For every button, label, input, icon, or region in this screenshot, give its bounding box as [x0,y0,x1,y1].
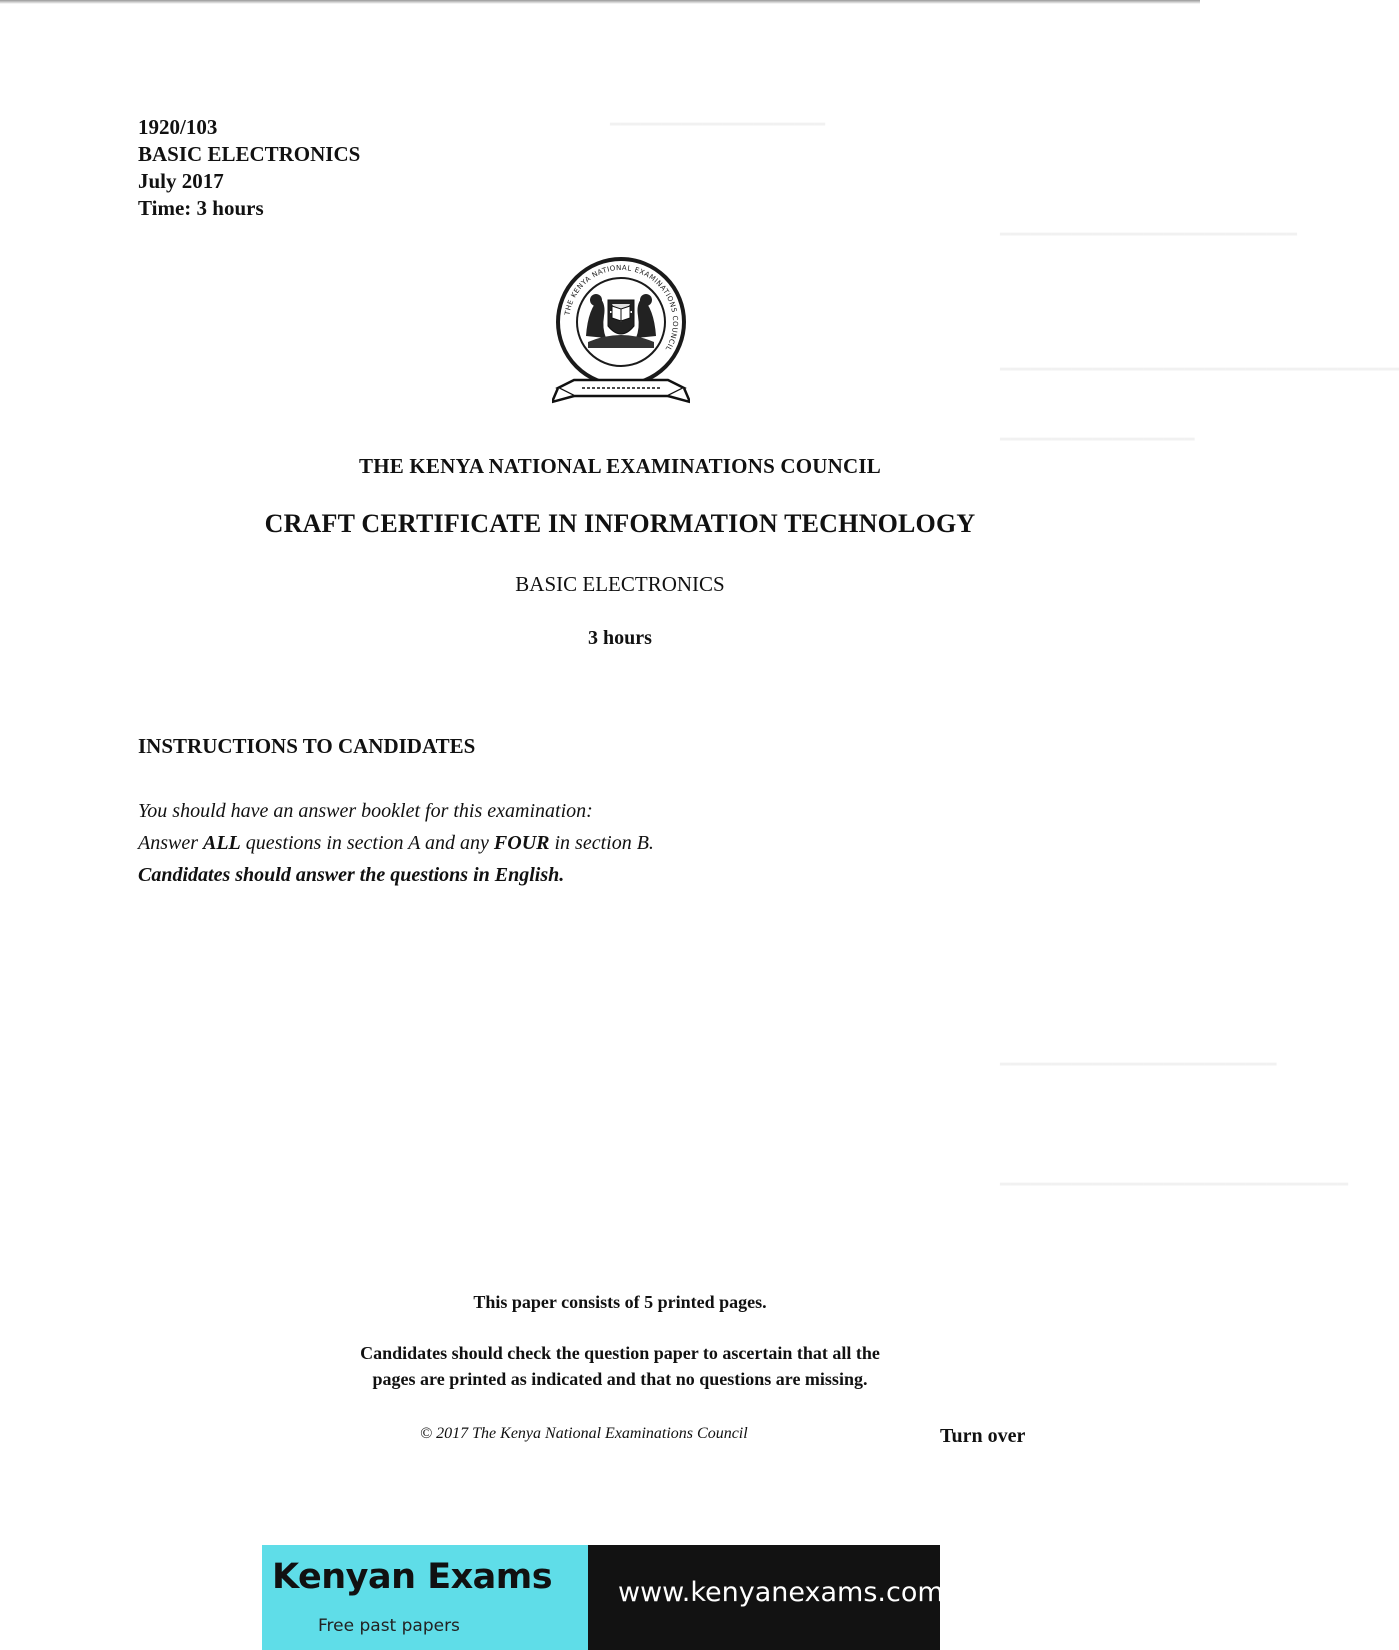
banner-url-link[interactable]: www.kenyanexams.com [618,1577,944,1608]
banner-url-panel [588,1545,944,1650]
exam-duration: 3 hours [588,627,652,649]
show-through: ━━━━━━━━━━━━━━━━━━━━━━━━━━━━━━━━━━ [1000,1175,1348,1194]
instruction-line [138,827,654,859]
pages-note: This paper consists of 5 printed pages. [473,1292,767,1312]
scan-edge [0,0,1200,4]
show-through: ━━━━━━━━━━━━━━━━━━━━━━━━━━━ [1000,1055,1277,1074]
exam-time: Time: 3 hours [138,196,264,220]
exam-session: July 2017 [138,169,224,193]
instructions-heading: INSTRUCTIONS TO CANDIDATES [138,734,476,758]
turn-over-label: Turn over [940,1425,1026,1447]
show-through: ━━━━━━━━━━━━━━━━━━━━━━━━━━━━━ [1000,225,1297,244]
show-through: ━━━━━━━━━━━━━━━━━━━━━ [610,115,825,134]
banner-brand-panel [262,1545,588,1650]
certificate-title: CRAFT CERTIFICATE IN INFORMATION TECHNOLOGY [264,509,976,538]
instruction-line: You should have an answer booklet for this examination: [138,800,593,822]
check-note-line: pages are printed as indicated and that no questions are missing. [372,1369,868,1389]
seal-ring-text: THE KENYA NATIONAL EXAMINATIONS COUNCIL [563,263,680,353]
instruction-text: in section B. [549,832,654,854]
kenya-coat-of-arms-seal-icon [552,256,690,414]
council-name: THE KENYA NATIONAL EXAMINATIONS COUNCIL [358,454,881,478]
paper-code: 1920/103 [138,115,218,139]
instructions-list [138,795,654,891]
subject-title: BASIC ELECTRONICS [515,572,725,596]
paper-header [138,114,360,222]
instruction-line: Candidates should answer the questions in English. [138,864,565,886]
instruction-text: questions in section A and any [240,832,494,854]
copyright-notice: © 2017 The Kenya National Examinations Council [420,1425,748,1442]
check-note [0,1340,1240,1392]
banner-tagline: Free past papers [318,1616,460,1636]
show-through: ━━━━━━━━━━━━━━━━━━━━━━━━━━━━━━━━━━━━━━━ [1000,360,1399,379]
banner-brand: Kenyan Exams [272,1557,553,1597]
header-subject: BASIC ELECTRONICS [138,142,361,166]
instruction-emphasis: FOUR [493,832,550,854]
instruction-text: Answer [138,832,203,854]
kenyan-exams-banner[interactable] [262,1545,944,1650]
show-through: ━━━━━━━━━━━━━━━━━━━ [1000,430,1195,449]
instruction-emphasis: ALL [203,832,241,854]
check-note-line: Candidates should check the question paper to ascertain that all the [360,1343,880,1363]
